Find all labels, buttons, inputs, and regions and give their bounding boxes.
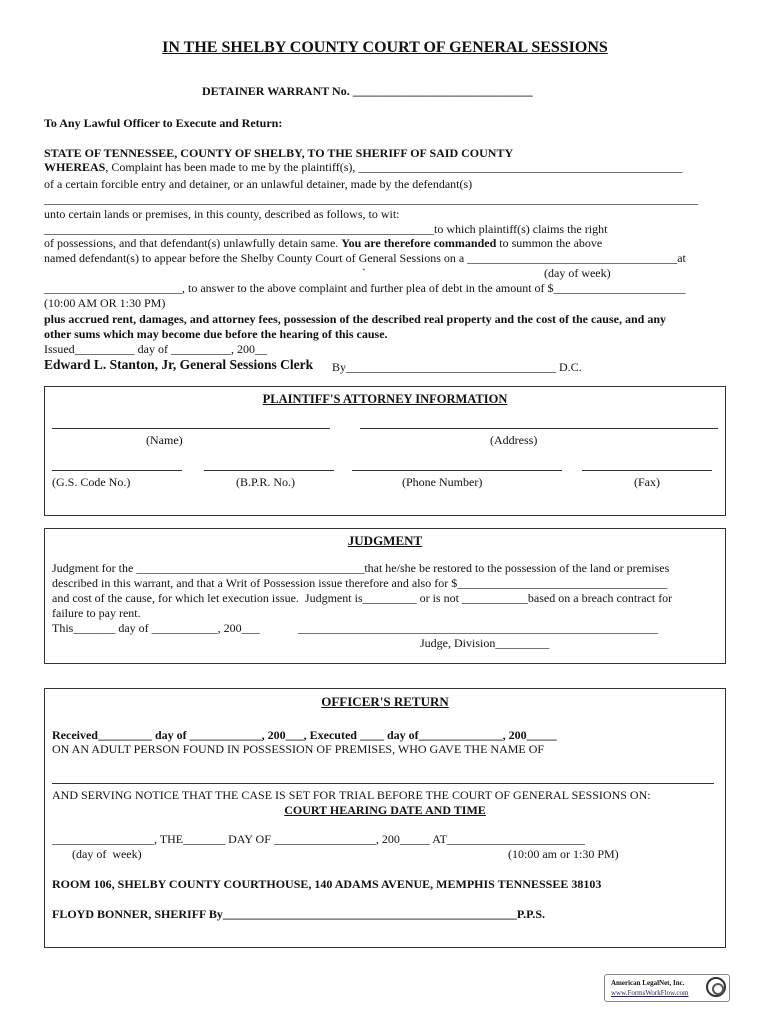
seal-icon — [706, 977, 726, 997]
writ-amount-field[interactable]: described in this warrant, and that a Writ of Possession issue therefore and also for $___________________________________ — [52, 576, 668, 590]
serving-notice-line: AND SERVING NOTICE THAT THE CASE IS SET FOR TRIAL BEFORE THE COURT OF GENERAL SESSIONS ON: — [52, 788, 651, 802]
hearing-time-label: (10:00 am or 1:30 PM) — [508, 847, 619, 861]
gs-code-label: (G.S. Code No.) — [52, 475, 131, 489]
possession-text: of possessions, and that defendant(s) unlawfully detain same. — [44, 236, 342, 250]
whereas-line — [44, 160, 682, 174]
phone-field[interactable] — [352, 470, 562, 471]
clerk-name: Edward L. Stanton, Jr, General Sessions Clerk — [44, 357, 314, 372]
judge-division-field[interactable]: Judge, Division_________ — [420, 636, 550, 650]
hearing-date-field[interactable]: _________________, THE_______ DAY OF _________________, 200_____ AT_______________________ — [52, 832, 585, 846]
issued-line[interactable]: Issued__________ day of __________, 200__ — [44, 342, 267, 356]
attorney-info-title: PLAINTIFF'S ATTORNEY INFORMATION — [262, 392, 508, 406]
phone-label: (Phone Number) — [402, 475, 483, 489]
tick-mark: ` — [362, 266, 366, 280]
attorney-address-field[interactable] — [360, 428, 718, 429]
premises-field[interactable]: _________________________________________________________________to which plaintiff(s) claims the right — [44, 222, 608, 236]
amount-line[interactable]: _______________________, to answer to the above complaint and further plea of debt in the amount of $______________________ — [44, 281, 686, 295]
state-line: STATE OF TENNESSEE, COUNTY OF SHELBY, TO THE SHERIFF OF SAID COUNTY — [44, 146, 514, 160]
name-label: (Name) — [146, 433, 183, 447]
day-of-week-label-2: (day of week) — [72, 847, 142, 861]
judgment-title: JUDGMENT — [347, 533, 423, 548]
hearing-title: COURT HEARING DATE AND TIME — [284, 803, 486, 817]
gs-code-field[interactable] — [52, 470, 182, 471]
publisher-url[interactable]: www.FormsWorkFlow.com — [611, 989, 689, 997]
failure-line: failure to pay rent. — [52, 606, 141, 620]
warrant-number-field[interactable]: DETAINER WARRANT No. ______________________________ — [202, 84, 533, 98]
judgment-is-field[interactable]: and cost of the cause, for which let execution issue. Judgment is_________ or is not ___________based on a breach contract for — [52, 591, 673, 605]
salutation: To Any Lawful Officer to Execute and Return: — [44, 116, 283, 130]
person-name-field[interactable] — [52, 783, 714, 784]
plaintiff-field[interactable]: , Complaint has been made to me by the plaintiff(s), ______________________________________________________ — [105, 160, 683, 174]
defendant-field[interactable]: _____________________________________________________________________________________________________________ — [44, 192, 698, 206]
sheriff-signature-field[interactable]: FLOYD BONNER, SHERIFF By_________________________________________________P.P.S. — [52, 907, 546, 921]
judge-signature-field[interactable]: ____________________________________________________________ — [298, 621, 658, 635]
commanded-text: You are therefore commanded — [341, 236, 497, 250]
fax-label: (Fax) — [634, 475, 660, 489]
command-line — [44, 236, 602, 250]
day-of-week-label: (day of week) — [544, 266, 611, 280]
sums-line: other sums which may become due before the hearing of this cause. — [44, 327, 388, 341]
premises-line: unto certain lands or premises, in this county, described as follows, to wit: — [44, 207, 400, 221]
whereas-word: WHEREAS — [44, 160, 106, 174]
judgment-for-field[interactable]: Judgment for the ______________________________________that he/she be restored to the possession of the land or premises — [52, 561, 670, 575]
adult-person-line: ON AN ADULT PERSON FOUND IN POSSESSION OF PREMISES, WHO GAVE THE NAME OF — [52, 742, 545, 756]
bpr-field[interactable] — [204, 470, 334, 471]
bpr-label: (B.P.R. No.) — [236, 475, 296, 489]
judgment-date-field[interactable]: This_______ day of ___________, 200___ — [52, 621, 260, 635]
courthouse-address: ROOM 106, SHELBY COUNTY COURTHOUSE, 140 ADAMS AVENUE, MEMPHIS TENNESSEE 38103 — [52, 877, 602, 891]
address-label: (Address) — [490, 433, 538, 447]
publisher-name: American LegalNet, Inc. — [611, 979, 685, 987]
clerk-signature-field[interactable]: By___________________________________ D.C. — [332, 360, 582, 374]
officer-return-title: OFFICER'S RETURN — [321, 694, 449, 709]
page-title: IN THE SHELBY COUNTY COURT OF GENERAL SESSIONS — [162, 39, 608, 56]
received-executed-field[interactable]: Received_________ day of ____________, 200___, Executed ____ day of______________, 200_____ — [52, 728, 557, 742]
time-label: (10:00 AM OR 1:30 PM) — [44, 296, 166, 310]
summon-text: to summon the above — [496, 236, 603, 250]
attorney-name-field[interactable] — [52, 428, 330, 429]
detainer-line: of a certain forcible entry and detainer, or an unlawful detainer, made by the defendant(s) — [44, 177, 473, 191]
rent-line: plus accrued rent, damages, and attorney fees, possession of the described real property and the cost of the cause, and any — [44, 312, 666, 326]
publisher-logo — [604, 974, 730, 1002]
appear-line[interactable]: named defendant(s) to appear before the Shelby County Court of General Sessions on a ___________________________________at — [44, 251, 686, 265]
fax-field[interactable] — [582, 470, 712, 471]
